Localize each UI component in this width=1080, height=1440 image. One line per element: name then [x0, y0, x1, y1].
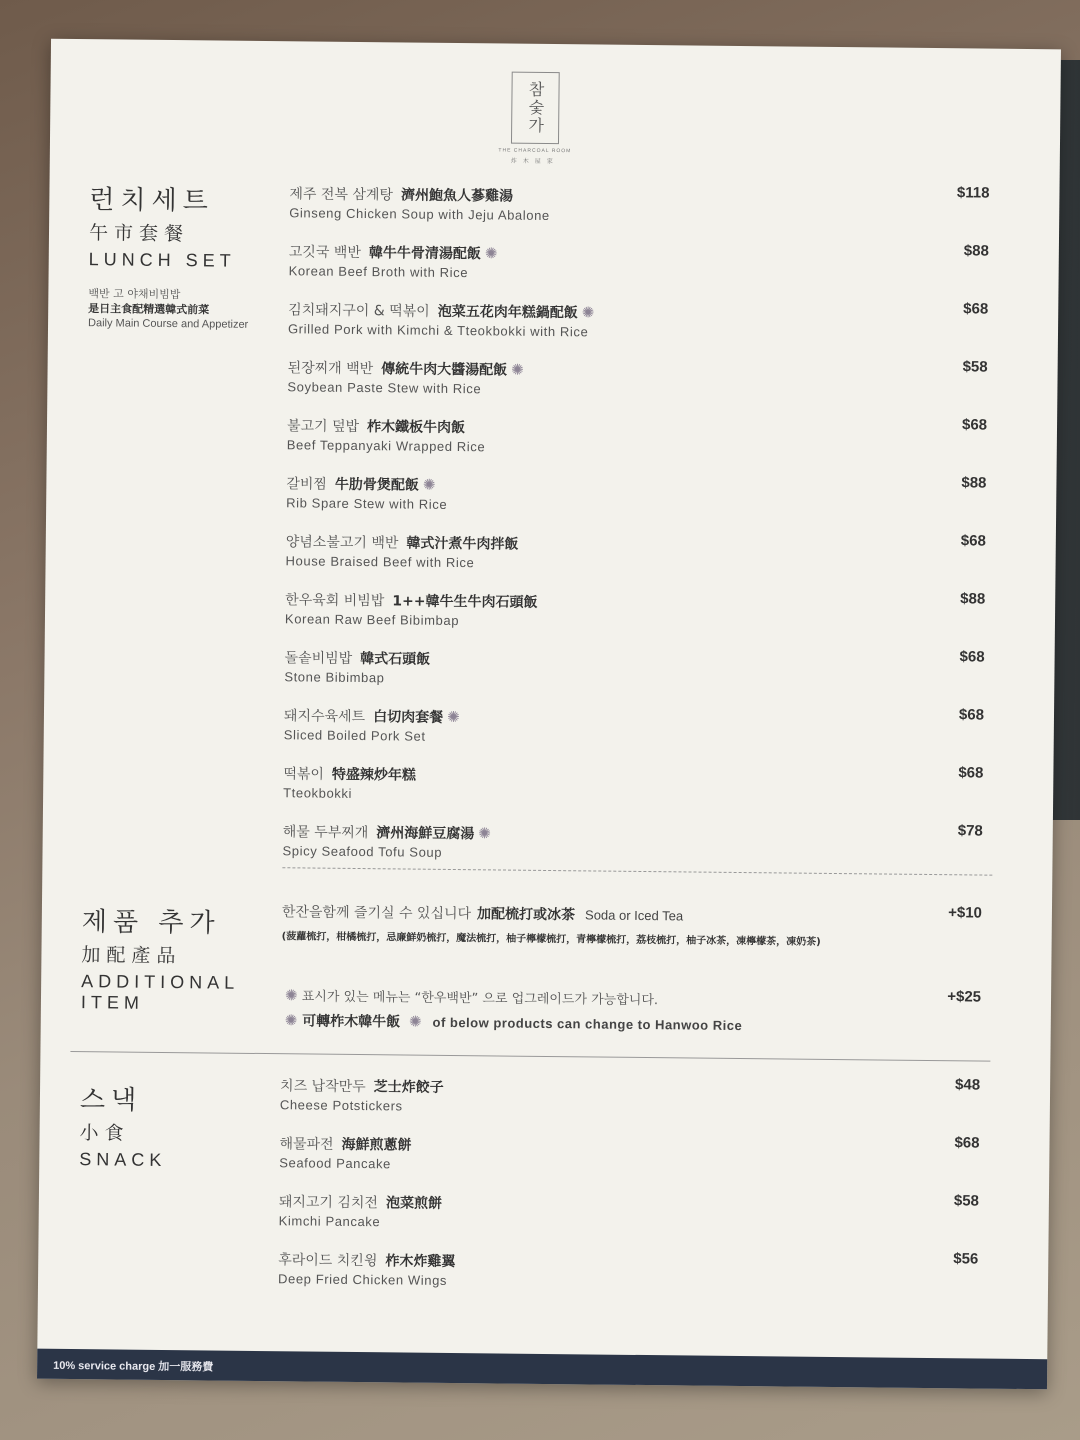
menu-item-name-zh: 1++韓牛生牛肉石頭飯 [392, 593, 538, 611]
upgrade-en: of below products can change to Hanwoo Rice [432, 1014, 743, 1034]
menu-item-price: $68 [954, 1134, 980, 1152]
restaurant-logo [480, 71, 591, 165]
flower-icon: ✺ [284, 986, 298, 1005]
flower-icon: ✺ [447, 707, 460, 727]
menu-item-price: $58 [962, 358, 988, 376]
logo-subtitle-zh: 炸木屋家 [510, 158, 559, 166]
menu-item [287, 357, 988, 422]
upgrade-line-zh [281, 1010, 981, 1037]
flower-icon: ✺ [284, 1011, 298, 1030]
menu-item [286, 473, 987, 538]
upgrade-zh: 可轉柞木韓牛飯 [302, 1013, 401, 1031]
drink-addon-en: Soda or Iced Tea [584, 907, 684, 924]
additional-title-kr: 제품 추가 [81, 907, 221, 939]
menu-item-name-en: Kimchi Pancake [278, 1213, 381, 1230]
menu-item-price: $88 [961, 474, 987, 492]
menu-item-price: $48 [955, 1076, 981, 1094]
upgrade-row [281, 985, 981, 1037]
flower-icon: ✺ [478, 824, 492, 843]
menu-item-name-zh: 韓式汁煮牛肉拌飯 [406, 535, 519, 553]
menu-item-name-en: Cheese Potstickers [279, 1097, 403, 1114]
menu-item-name-en: Deep Fried Chicken Wings [277, 1271, 448, 1288]
flower-icon: ✺ [581, 303, 595, 322]
menu-item-name-zh: 濟州鮑魚人蔘雞湯 [400, 187, 514, 205]
menu-item-price: $58 [953, 1192, 980, 1210]
additional-title-zh: 加配產品 [81, 944, 182, 968]
menu-item-name-en: Sliced Boiled Pork Set [283, 727, 426, 744]
menu-item-name-en: Spicy Seafood Tofu Soup [282, 843, 443, 860]
menu-item-name-en: Beef Teppanyaki Wrapped Rice [286, 437, 486, 455]
menu-sheet [37, 39, 1061, 1390]
menu-item-name-en: Tteokbokki [283, 785, 353, 801]
menu-item-name-kr: 돼지고기 김치전 [278, 1194, 379, 1212]
menu-item-name-kr: 해물파전 [279, 1136, 334, 1153]
snack-title-zh: 小食 [79, 1122, 130, 1145]
flower-icon: ✺ [511, 360, 524, 379]
menu-item-name-kr: 후라이드 치킨윙 [278, 1252, 378, 1270]
drink-addon-name [282, 901, 982, 928]
menu-item-name-kr: 김치돼지구이 & 떡볶이 [288, 302, 430, 320]
menu-item-name-zh: 海鮮煎蔥餅 [341, 1136, 412, 1154]
menu-item-name-en: Grilled Pork with Kimchi & Tteokbokki with Rice [287, 321, 589, 340]
menu-item-name-zh: 白切肉套餐 [373, 709, 444, 726]
menu-item-name-kr: 돌솥비빔밥 [284, 650, 353, 667]
menu-item-name-en: Korean Beef Broth with Rice [288, 263, 469, 281]
lunch-section-label [88, 179, 260, 333]
menu-item-name-en: Ginseng Chicken Soup with Jeju Abalone [289, 205, 550, 223]
service-charge-note: 10% service charge 加一服務費 [53, 1359, 214, 1374]
menu-item [282, 821, 983, 886]
menu-item [279, 1133, 980, 1198]
menu-item [284, 647, 985, 712]
lunch-item-list [282, 183, 989, 886]
menu-item [283, 763, 984, 828]
menu-item-name-zh: 特盛辣炒年糕 [331, 766, 417, 784]
menu-item-name-en: House Braised Beef with Rice [285, 553, 475, 571]
menu-item [288, 241, 989, 306]
menu-item-price: $68 [958, 764, 984, 782]
menu-item-name-zh: 濟州海鮮豆腐湯 [376, 825, 475, 843]
snack-title-en: SNACK [79, 1149, 167, 1171]
snack-title-kr: 스낵 [79, 1085, 143, 1116]
drink-addon-price: +$10 [948, 904, 983, 922]
lunch-title-zh: 午市套餐 [88, 222, 190, 246]
menu-item-name-kr: 해물 두부찌개 [282, 824, 369, 842]
lunch-note-kr: 백반 고 야채비빔밥 [88, 287, 181, 302]
menu-item-name-zh: 泡菜煎餅 [385, 1195, 443, 1212]
menu-item [287, 415, 988, 480]
additional-title-en-2: ITEM [80, 992, 145, 1013]
menu-item-price: $68 [958, 706, 985, 724]
upgrade-kr: 표시가 있는 메뉴는 “한우백반” 으로 업그레이드가 가능합니다. [301, 989, 659, 1009]
menu-item-name-en: Stone Bibimbap [284, 669, 385, 686]
menu-item-name-zh: 柞木炸雞翼 [385, 1253, 456, 1271]
menu-item [278, 1249, 979, 1314]
menu-item-name-kr: 치즈 납작만두 [280, 1078, 366, 1096]
menu-item [278, 1191, 979, 1256]
menu-item-price: $118 [956, 184, 990, 202]
flower-icon: ✺ [409, 1012, 422, 1031]
additional-section-label [81, 901, 240, 1015]
drink-addon-kr: 한잔을함께 즐기실 수 있십니다 [281, 904, 472, 923]
menu-item-price: $68 [961, 416, 988, 434]
menu-item [285, 531, 986, 596]
menu-item-name-zh: 韓牛牛骨清湯配飯 [368, 245, 481, 263]
menu-item-name-zh: 牛肋骨煲配飯 [334, 476, 420, 494]
menu-item-name-zh: 泡菜五花肉年糕鍋配飯 [437, 303, 578, 322]
lunch-title-en: LUNCH SET [88, 249, 236, 271]
menu-item-name-kr: 불고기 덮밥 [286, 418, 360, 435]
menu-item-price: $78 [957, 822, 983, 840]
lunch-note-en: Daily Main Course and Appetizer [88, 317, 249, 331]
menu-item [280, 1075, 981, 1140]
menu-item [288, 299, 989, 364]
lunch-note-zh: 是日主食配精選韓式前菜 [88, 302, 210, 317]
menu-item-name-en: Rib Spare Stew with Rice [286, 495, 448, 512]
menu-item [283, 705, 984, 770]
snack-section-label [79, 1079, 167, 1171]
upgrade-price: +$25 [947, 988, 982, 1006]
menu-item-name-zh: 柞木鐵板牛肉飯 [366, 419, 466, 437]
menu-item-name-zh: 傳統牛肉大醬湯配飯 [381, 361, 508, 379]
menu-item-name-kr: 돼지수육세트 [283, 708, 366, 726]
menu-item-price: $88 [963, 242, 989, 260]
menu-item-name-zh: 韓式石頭飯 [360, 651, 431, 668]
menu-item-price: $68 [959, 648, 985, 666]
snack-item-list [278, 1075, 980, 1314]
logo-subtitle-en: THE CHARCOAL ROOM [498, 147, 572, 155]
menu-item-price: $56 [953, 1250, 979, 1268]
menu-item-name-en: Seafood Pancake [279, 1155, 391, 1172]
drink-addon-zh: 加配梳打或冰茶 [476, 906, 576, 924]
section-divider-solid [70, 1051, 990, 1062]
flower-icon: ✺ [422, 475, 436, 494]
lunch-note [88, 286, 258, 333]
menu-item-name-kr: 양념소불고기 백반 [285, 534, 399, 552]
menu-item-name-kr: 떡볶이 [283, 766, 325, 783]
menu-item-price: $68 [963, 300, 989, 318]
upgrade-line-kr [281, 985, 981, 1011]
additional-title-en-1: ADDITIONAL [81, 971, 240, 993]
menu-item-name-kr: 된장찌개 백반 [287, 360, 374, 378]
drink-addon-row [282, 901, 982, 949]
flower-icon: ✺ [484, 244, 498, 263]
menu-item-name-zh: 芝士炸餃子 [373, 1079, 444, 1096]
lunch-title-kr: 런치세트 [89, 185, 214, 217]
menu-item-name-en: Soybean Paste Stew with Rice [287, 379, 482, 397]
menu-item-name-kr: 고깃국 백반 [288, 244, 361, 262]
menu-item-name-kr: 한우육회 비빔밥 [285, 592, 385, 610]
menu-item-name-en: Korean Raw Beef Bibimbap [284, 611, 460, 629]
menu-item [285, 589, 986, 654]
drink-flavor-list: (菠蘿梳打，柑橘梳打，忌廉鮮奶梳打，魔法梳打，柚子檸檬梳打，青檸檬梳打，荔枝梳打，柚子冰茶，凍檸檬茶，凍奶茶) [281, 931, 821, 948]
logo-mark: 참숯가 [511, 72, 560, 144]
menu-item-name-kr: 제주 전복 삼계탕 [289, 186, 394, 204]
menu-item-price: $68 [960, 532, 986, 550]
menu-item-price: $88 [960, 590, 986, 608]
menu-item [289, 183, 990, 248]
menu-item-name-kr: 갈비찜 [286, 476, 328, 493]
